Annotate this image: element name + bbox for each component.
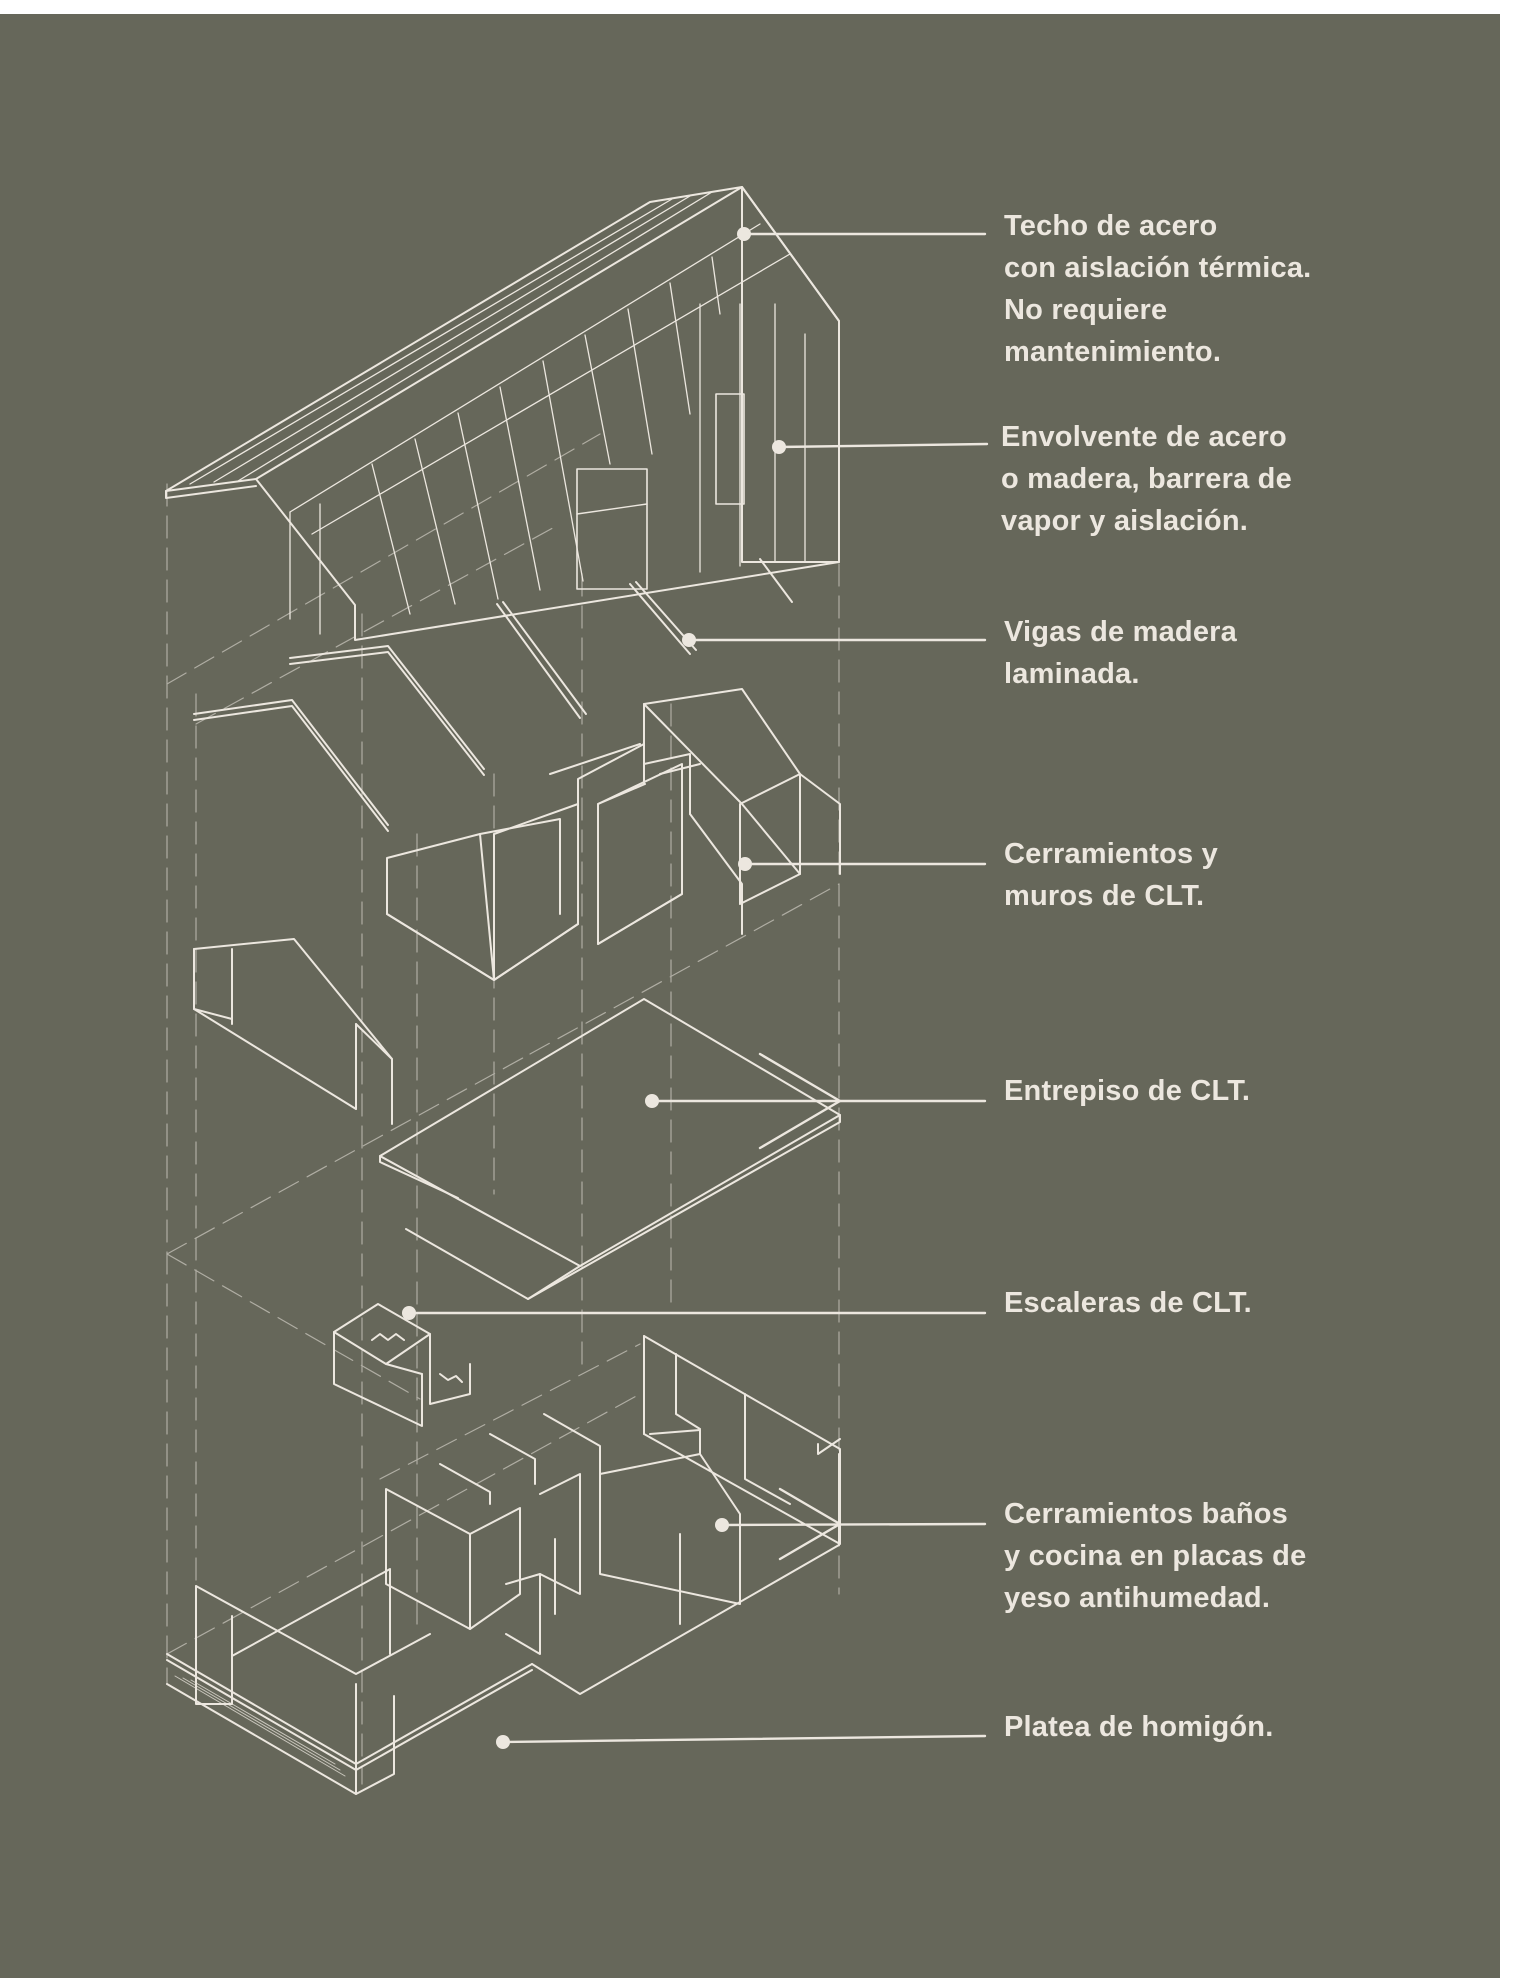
- roof-module: [166, 187, 839, 640]
- label-techo: Techo de acero con aislación térmica. No requiere mantenimiento.: [1004, 210, 1312, 368]
- dot-cerramientos-muros: [738, 857, 752, 871]
- label-cerramientos-banos: Cerramientos baños y cocina en placas de yeso antihumedad.: [1004, 1498, 1307, 1614]
- leader-dots: [402, 227, 786, 1749]
- alignment-guides: [167, 434, 839, 1784]
- ground-floor-partitions: [386, 1336, 840, 1654]
- label-escaleras: Escaleras de CLT.: [1004, 1287, 1252, 1319]
- label-entrepiso: Entrepiso de CLT.: [1004, 1075, 1251, 1107]
- clt-stairs: [334, 1304, 470, 1426]
- leader-cerramientos-banos: [722, 1524, 985, 1525]
- label-cerramientos-muros: Cerramientos y muros de CLT.: [1004, 838, 1218, 912]
- diagram-panel: [0, 14, 1500, 1978]
- slab-hatching: [175, 1676, 345, 1776]
- roof-seams: [190, 192, 805, 634]
- dot-platea: [496, 1735, 510, 1749]
- leader-lines: [409, 234, 987, 1742]
- dot-entrepiso: [645, 1094, 659, 1108]
- dot-escaleras: [402, 1306, 416, 1320]
- dot-cerramientos-banos: [715, 1518, 729, 1532]
- label-platea: Platea de homigón.: [1004, 1711, 1274, 1743]
- clt-floor-slab: [380, 999, 840, 1299]
- dot-envolvente: [772, 440, 786, 454]
- dot-techo: [737, 227, 751, 241]
- label-envolvente: Envolvente de acero o madera, barrera de vapor y aislación.: [1001, 421, 1292, 537]
- dot-vigas: [682, 633, 696, 647]
- leader-envolvente: [779, 444, 987, 447]
- leader-platea: [503, 1736, 985, 1742]
- label-vigas: Vigas de madera laminada.: [1004, 616, 1237, 690]
